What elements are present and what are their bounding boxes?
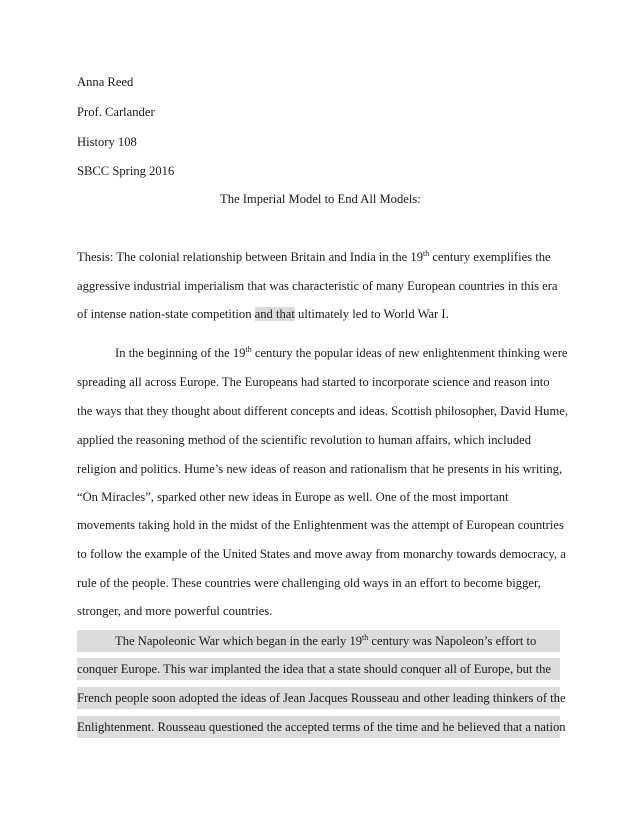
- professor-name: Prof. Carlander: [77, 105, 155, 119]
- term-name: SBCC Spring 2016: [77, 164, 175, 178]
- paragraph-line: spreading all across Europe. The Europeans had started to incorporate science and reason into: [77, 375, 550, 389]
- highlighted-text: and that: [254, 307, 295, 321]
- paper-title: The Imperial Model to End All Models:: [220, 192, 421, 206]
- highlighted-paragraph-line: Enlightenment. Rousseau questioned the accepted terms of the time and he believed that a nation: [77, 720, 566, 734]
- paragraph-line: “On Miracles”, sparked other new ideas in Europe as well. One of the most important: [77, 490, 509, 504]
- highlighted-paragraph-line: conquer Europe. This war implanted the idea that a state should conquer all of Europe, but the: [77, 662, 551, 676]
- author-name: Anna Reed: [77, 75, 134, 89]
- paragraph-line: rule of the people. These countries were challenging old ways in an effort to become bigger,: [77, 576, 541, 590]
- paragraph-line: In the beginning of the 19th century the popular ideas of new enlightenment thinking were: [115, 344, 568, 360]
- paragraph-line: stronger, and more powerful countries.: [77, 604, 273, 618]
- paragraph-line: applied the reasoning method of the scientific revolution to human affairs, which included: [77, 433, 532, 447]
- paragraph-line: the ways that they thought about different concepts and ideas. Scottish philosopher, David Hume,: [77, 404, 569, 418]
- thesis-line: Thesis: The colonial relationship between Britain and India in the 19th century exemplifies the: [77, 248, 551, 264]
- thesis-line: of intense nation-state competition and that ultimately led to World War I.: [77, 307, 449, 321]
- paragraph-line: movements taking hold in the midst of the Enlightenment was the attempt of European countries: [77, 518, 564, 532]
- highlighted-paragraph-line: French people soon adopted the ideas of Jean Jacques Rousseau and other leading thinkers of the: [77, 691, 566, 705]
- paragraph-line: religion and politics. Hume’s new ideas of reason and rationalism that he presents in his writing,: [77, 462, 563, 476]
- highlighted-paragraph-line: The Napoleonic War which began in the early 19th century was Napoleon’s effort to: [115, 632, 537, 648]
- paragraph-line: to follow the example of the United States and move away from monarchy towards democracy, a: [77, 547, 566, 561]
- thesis-line: aggressive industrial imperialism that was characteristic of many European countries in this era: [77, 279, 558, 293]
- course-name: History 108: [77, 135, 137, 149]
